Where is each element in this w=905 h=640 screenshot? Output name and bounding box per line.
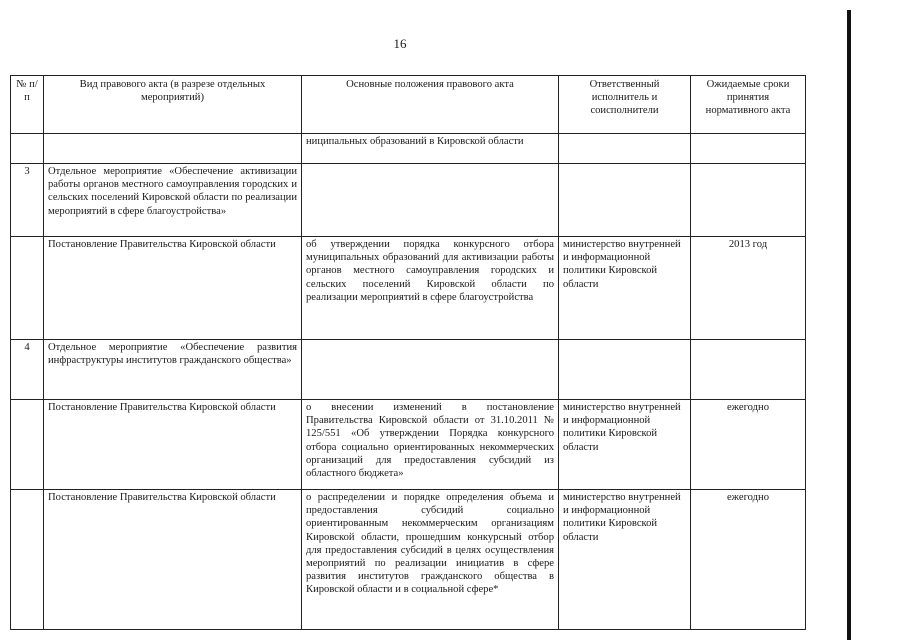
row-num — [11, 134, 44, 164]
row-provisions: ниципальных образований в Кировской области — [302, 134, 559, 164]
legal-acts-table — [10, 75, 806, 630]
row-act-type: Постановление Правительства Кировской области — [44, 400, 302, 490]
row-act-type: Отдельное мероприятие «Обеспечение активизации работы органов местного самоуправления городских и сельских поселений Кировской области по реализации мероприятий в сфере благоустройства» — [44, 164, 302, 237]
header-num: № п/п — [11, 76, 44, 134]
row-executor — [559, 134, 691, 164]
header-provisions: Основные положения правового акта — [302, 76, 559, 134]
table-row — [11, 164, 806, 237]
row-provisions — [302, 164, 559, 237]
row-provisions: о распределении и порядке определения объема и предоставления субсидий социально ориентированным некоммерческим организациям Кировской области, прошедшим конкурсный отбор для предоставления субсидий в целях осуществления мероприятий по реализации инициатив в сфере развития институтов гражданского общества в Кировской области и в социальной сфере* — [302, 490, 559, 630]
row-executor — [559, 164, 691, 237]
header-act-type: Вид правового акта (в разрезе отдельных мероприятий) — [44, 76, 302, 134]
row-act-type: Постановление Правительства Кировской области — [44, 490, 302, 630]
row-provisions: об утверждении порядка конкурсного отбора муниципальных образований для активизации работы органов местного самоуправления городских и сельских поселений Кировской области по реализации мероприятий в сфере благоустройства — [302, 237, 559, 340]
row-num — [11, 400, 44, 490]
table-row — [11, 134, 806, 164]
row-act-type — [44, 134, 302, 164]
row-num — [11, 237, 44, 340]
row-executor: министерство внутренней и информационной политики Кировской области — [559, 490, 691, 630]
page-number: 16 — [393, 36, 407, 51]
row-executor — [559, 340, 691, 400]
table-row — [11, 237, 806, 340]
row-provisions: о внесении изменений в постановление Правительства Кировской области от 31.10.2011 № 125/551 «Об утверждении Порядка конкурсного отбора социально ориентированных некоммерческих организаций для предоставления субсидий из областного бюджета» — [302, 400, 559, 490]
row-num — [11, 490, 44, 630]
row-num: 4 — [11, 340, 44, 400]
row-deadline — [691, 340, 806, 400]
header-executor: Ответственный исполнитель и соисполнители — [559, 76, 691, 134]
row-executor: министерство внутренней и информационной политики Кировской области — [559, 400, 691, 490]
scan-edge-bar — [847, 10, 851, 640]
row-act-type: Отдельное мероприятие «Обеспечение развития инфраструктуры институтов гражданского общества» — [44, 340, 302, 400]
row-num: 3 — [11, 164, 44, 237]
row-provisions — [302, 340, 559, 400]
row-deadline: ежегодно — [691, 490, 806, 630]
row-deadline: 2013 год — [691, 237, 806, 340]
table-row — [11, 340, 806, 400]
row-deadline — [691, 164, 806, 237]
header-deadline: Ожидаемые сроки принятия нормативного акта — [691, 76, 806, 134]
table-header-row — [11, 76, 806, 134]
table-row — [11, 490, 806, 630]
row-deadline — [691, 134, 806, 164]
row-executor: министерство внутренней и информационной политики Кировской области — [559, 237, 691, 340]
table-row — [11, 400, 806, 490]
row-act-type: Постановление Правительства Кировской области — [44, 237, 302, 340]
row-deadline: ежегодно — [691, 400, 806, 490]
